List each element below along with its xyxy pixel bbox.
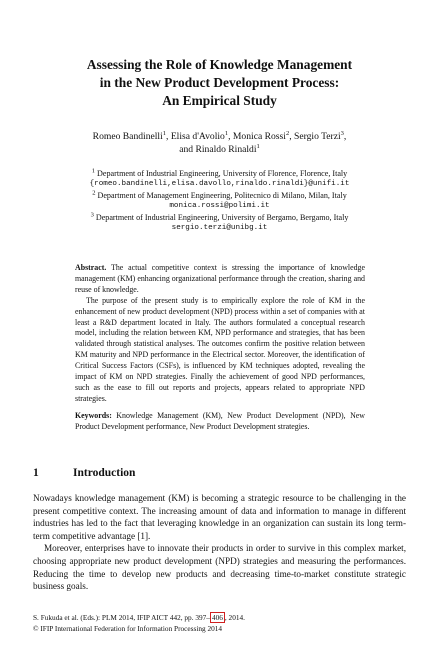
affiliation-dept — [30, 190, 409, 201]
keywords-text: Knowledge Management (KM), New Product Development (NPD), New Product Development performance, New Product Development strategies. — [75, 410, 365, 431]
affiliation-sup: 2 — [92, 189, 96, 197]
abstract-paragraph-2: The purpose of the present study is to empirically explore the role of KM in the enhancement of new product development (NPD) process within a set of companies with at least a R&D department located in Italy. The authors formulated a conceptual research model, including the relation between KM, NPD performance and strategies, that has been validated through statistical analyses. The outcomes confirm the positive relation between KM maturity and NPD performance in the Electrical sector. Moreover, the identification of Critical Success Factors (CSFs), is influenced by KM techniques adopted, revealing the impact of KM on NPD strategies. Finally the achievement of good NPD performances, such as the ease to fill out reports and projects, appears related to appropriate NPD strategies. — [75, 295, 365, 403]
author-name: , Sergio Terzi — [289, 131, 341, 142]
author-separator: , — [343, 131, 347, 142]
citation-year: , 2014. — [224, 613, 245, 622]
author-affil-sup: 3 — [340, 129, 344, 137]
footer-line-1 — [33, 613, 245, 624]
abstract-paragraph-1 — [75, 263, 365, 296]
affiliation-sup: 3 — [90, 211, 94, 219]
body-text — [33, 492, 406, 593]
affiliation-email[interactable]: monica.rossi@polimi.it — [169, 202, 270, 210]
body-paragraph-1: Nowadays knowledge management (KM) is becoming a strategic resource to be challenging in the present competitive context. The increasing amount of data and information to manage in different industries has led to the fact that leveraging knowledge in an organization can sustain its long term-term competitive advantage [1]. — [33, 493, 406, 541]
body-paragraph-2: Moreover, enterprises have to innovate their products in order to survive in this complex market, choosing appropriate new product development (NPD) strategies and measuring the performances. Reducing the time to develop new products and decreasing time-to-market constitute strategic business goals. — [33, 543, 406, 592]
affiliation-sup: 1 — [91, 167, 96, 175]
affiliation-dept — [30, 212, 409, 223]
author-name: , Elisa d'Avolio — [166, 131, 225, 142]
paper-title — [40, 56, 399, 110]
author-line-1 — [40, 130, 399, 143]
keywords — [75, 411, 365, 433]
abstract-label: Abstract. — [75, 263, 107, 272]
abstract — [75, 263, 365, 433]
citation-text: S. Fukuda et al. (Eds.): PLM 2014, IFIP AICT 442, pp. 397– — [33, 613, 210, 622]
author-line-2 — [40, 143, 399, 156]
author-name: Romeo Bandinelli — [92, 131, 163, 142]
section-heading — [33, 467, 135, 479]
footer-line-2: © IFIP International Federation for Information Processing 2014 — [33, 623, 223, 633]
title-line-1: Assessing the Role of Knowledge Management — [86, 57, 353, 72]
section-number: 1 — [33, 467, 39, 479]
author-affil-sup: 1 — [224, 129, 229, 137]
keywords-label: Keywords: — [75, 410, 112, 420]
author-affil-sup: 1 — [162, 129, 167, 137]
affiliation-email[interactable]: {romeo.bandinelli,elisa.davollo,rinaldo.rinaldi}@unifi.it — [89, 180, 350, 188]
affiliation-dept — [30, 168, 409, 179]
author-list — [40, 130, 399, 156]
affiliation-dept-text: Department of Industrial Engineering, University of Florence, Florence, Italy — [95, 169, 348, 178]
author-name: , Monica Rossi — [228, 131, 286, 142]
affiliation-dept-text: Department of Industrial Engineering, University of Bergamo, Bergamo, Italy — [93, 213, 349, 222]
footer-citation — [33, 613, 245, 634]
title-line-3: An Empirical Study — [162, 93, 277, 108]
author-affil-sup: 2 — [285, 129, 290, 137]
affiliation-email[interactable]: sergio.terzi@unibg.it — [171, 224, 268, 232]
affiliation-dept-text: Department of Management Engineering, Politecnico di Milano, Milan, Italy — [95, 191, 347, 200]
affiliation-list — [30, 168, 409, 234]
page-range-link[interactable]: 406 — [211, 613, 223, 622]
title-line-2: in the New Product Development Process: — [99, 75, 340, 90]
abstract-text: The actual competitive context is stressing the importance of knowledge management (KM) enhancing organizational performance through the creation, sharing and reuse of knowledge. — [75, 263, 365, 294]
author-name: and Rinaldo Rinaldi — [179, 144, 257, 155]
section-title: Introduction — [73, 467, 136, 479]
author-affil-sup: 1 — [256, 142, 260, 150]
